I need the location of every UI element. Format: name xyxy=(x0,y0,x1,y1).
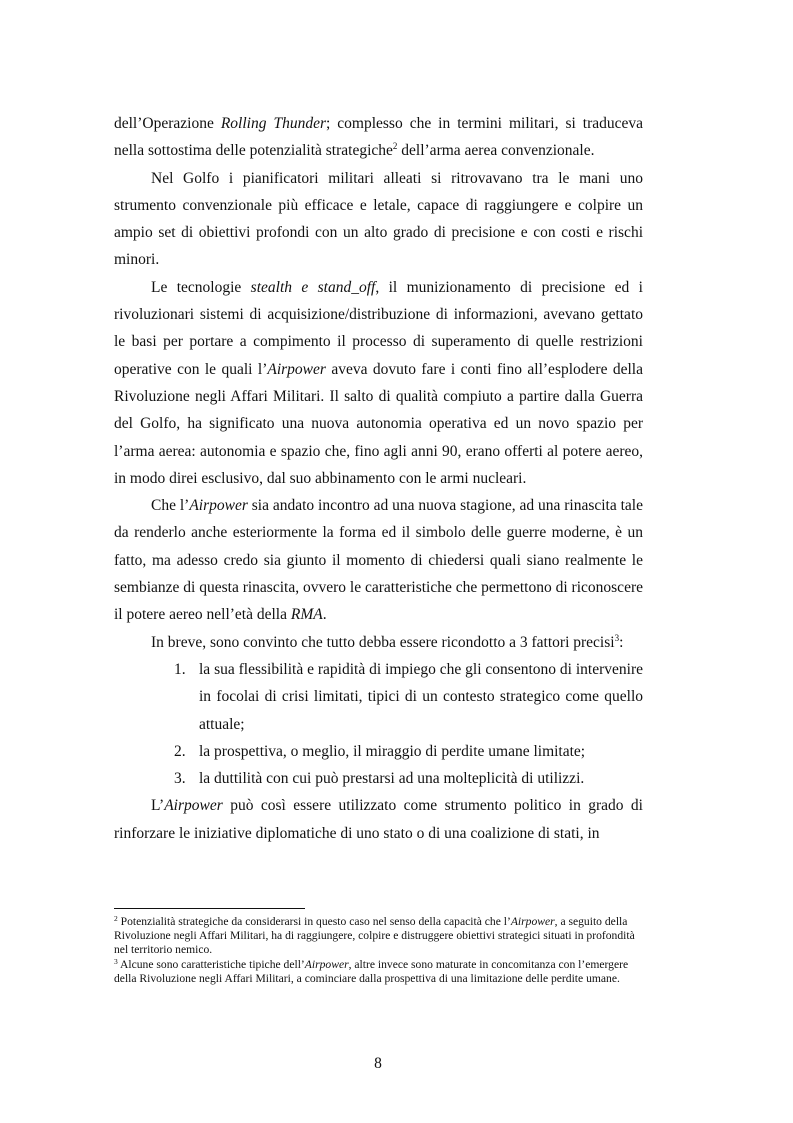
footnote-number: 2 xyxy=(114,914,118,923)
italic-term: RMA xyxy=(290,606,323,624)
text-run: L’ xyxy=(151,797,165,815)
paragraph-3 xyxy=(114,274,643,492)
italic-term: Airpower xyxy=(510,915,555,928)
paragraph-2: Nel Golfo i pianificatori militari alleati si ritrovavano tra le mani uno strumento convenzionale più efficace e letale, capace di raggiungere e colpire un ampio set di obiettivi profondi con un alto grado di precisione e con costi e rischi minori. xyxy=(114,169,643,269)
list-number: 3. xyxy=(174,770,186,788)
text-run: Le tecnologie xyxy=(151,278,251,296)
body-text xyxy=(114,110,643,847)
italic-term: Rolling Thunder xyxy=(220,115,326,132)
paragraph-5 xyxy=(114,629,643,656)
footnote-ref-2[interactable]: 2 xyxy=(392,141,398,152)
text-run: Che l’ xyxy=(151,497,190,515)
italic-term: Airpower xyxy=(164,797,223,815)
footnote-separator xyxy=(114,908,305,909)
list-item xyxy=(174,765,643,792)
text-run: Alcune sono caratteristiche tipiche dell’ xyxy=(117,957,305,971)
text-run: In breve, sono convinto che tutto debba essere ricondotto a 3 fattori precisi xyxy=(151,633,615,651)
paragraph-1 xyxy=(114,110,643,165)
text-run: può così essere utilizzato come strumento politico in grado di rinforzare le iniziative diplomatiche di uno stato o di una coalizione di stati, in xyxy=(114,797,643,842)
paragraph-4 xyxy=(114,492,643,628)
list-number: 1. xyxy=(174,660,186,678)
footnote-2 xyxy=(114,915,643,958)
page-number: 8 xyxy=(374,1055,382,1072)
list-item xyxy=(174,656,643,738)
footnote-3 xyxy=(114,958,643,986)
list-item-text: la prospettiva, o meglio, il miraggio di perdite umane limitate; xyxy=(199,742,586,760)
factors-list xyxy=(174,656,643,792)
list-number: 2. xyxy=(174,742,186,760)
text-run: ; complesso che in termini militari, si traduceva nella sottostima delle potenzialità strategiche xyxy=(114,115,644,160)
paragraph-6 xyxy=(114,792,643,847)
italic-term: Airpower xyxy=(189,497,248,515)
text-run: : xyxy=(619,633,624,651)
text-run: , a seguito della Rivoluzione negli Affari Militari, ha di raggiungere, colpire e distruggere obiettivi strategici situati in profondità nel territorio nemico. xyxy=(114,915,635,957)
text-run: Potenzialità strategiche da considerarsi in questo caso nel senso della capacità che l’ xyxy=(117,915,511,928)
italic-term: Airpower xyxy=(304,957,349,971)
text-run: aveva dovuto fare i conti fino all’esplodere della Rivoluzione negli Affari Militari. Il salto di qualità compiuto a partire dalla Guerra del Golfo, ha significato una nuova autonomia operativa ed un novo spazio per l’arma aerea: autonomia e spazio che, fino agli anni 90, erano offerti al potere aereo, in modo direi esclusivo, dal suo abbinamento con le armi nucleari. xyxy=(114,360,643,487)
footnotes xyxy=(114,915,643,986)
list-item-text: la duttilità con cui può prestarsi ad una molteplicità di utilizzi. xyxy=(199,770,585,788)
text-run: dell’Operazione xyxy=(114,115,221,132)
footnote-number: 3 xyxy=(114,956,118,966)
text-run: , altre invece sono maturate in concomitanza con l’emergere della Rivoluzione negli Affari Militari, a cominciare dalla prospettiva di una limitazione delle perdite umane. xyxy=(114,957,629,985)
footnote-ref-3[interactable]: 3 xyxy=(614,632,620,643)
italic-term: Airpower xyxy=(267,360,326,378)
list-item xyxy=(174,738,643,765)
italic-term: stealth e stand_off xyxy=(250,278,376,296)
text-run: sia andato incontro ad una nuova stagione, ad una rinascita tale da renderlo anche esteriormente la forma ed il simbolo delle guerre moderne, è un fatto, ma adesso credo sia giunto il momento di chiedersi quali siano realmente le sembianze di questa rinascita, ovvero le caratteristiche che permettono di riconoscere il potere aereo nell’età della xyxy=(114,497,643,624)
text-run: , il munizionamento di precisione ed i rivoluzionari sistemi di acquisizione/distribuzione di informazioni, avevano gettato le basi per portare a compimento il processo di superamento di quelle restrizioni operative con le quali l’ xyxy=(114,278,643,378)
text-run: dell’arma aerea convenzionale. xyxy=(397,142,595,160)
list-item-text: la sua flessibilità e rapidità di impiego che gli consentono di intervenire in focolai di crisi limitati, tipici di un contesto strategico come quello attuale; xyxy=(199,660,643,733)
text-run: . xyxy=(322,606,327,624)
